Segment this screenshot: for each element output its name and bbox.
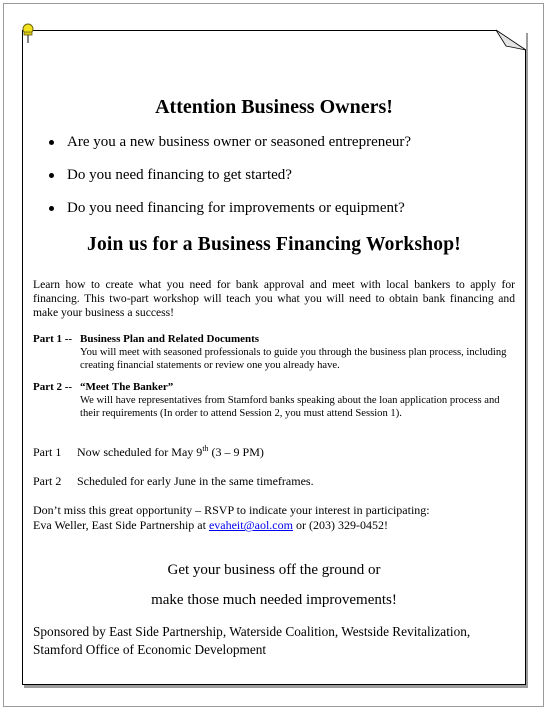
schedule-part-1-sup: th bbox=[202, 444, 209, 453]
list-item bbox=[49, 132, 411, 165]
bullet-icon bbox=[49, 173, 54, 178]
page-curl-icon bbox=[496, 30, 526, 50]
schedule-part-1-time: (3 – 9 PM) bbox=[208, 445, 264, 459]
contact-line bbox=[33, 518, 430, 533]
pushpin-icon bbox=[17, 21, 39, 45]
list-item bbox=[49, 198, 411, 231]
question-list bbox=[49, 132, 411, 231]
workshop-title: Join us for a Business Financing Workshop! bbox=[87, 234, 461, 255]
bullet-text: Do you need financing to get started? bbox=[67, 167, 292, 183]
part-2-title: “Meet The Banker” bbox=[80, 381, 174, 393]
call-to-action-line-2: make those much needed improvements! bbox=[151, 592, 397, 608]
schedule-part-1-label: Part 1 bbox=[33, 445, 62, 459]
call-to-action-line-1: Get your business off the ground or bbox=[167, 562, 381, 578]
schedule-part-2-text: Scheduled for early June in the same timeframes. bbox=[77, 474, 314, 488]
contact-suffix: or (203) 329-0452! bbox=[292, 518, 388, 532]
email-link[interactable]: evaheit@aol.com bbox=[208, 518, 293, 532]
part-2-description: We will have representatives from Stamford banks speaking about the loan application process and their requirements (In order to attend Session 2, you must attend Session 1). bbox=[80, 395, 500, 419]
schedule-part-2-label: Part 2 bbox=[33, 474, 62, 488]
sponsors-text: Sponsored by East Side Partnership, Waterside Coalition, Westside Revitalization, Stamford Office of Economic Development bbox=[33, 624, 471, 657]
rsvp-block bbox=[33, 503, 430, 533]
intro-paragraph: Learn how to create what you need for bank approval and meet with local bankers to apply for financing. This two-part workshop will teach you what you will need to obtain bank financing and make your business a success! bbox=[33, 278, 515, 319]
schedule-part-1-text: Now scheduled for May 9 bbox=[77, 445, 203, 459]
bullet-icon bbox=[49, 140, 54, 145]
schedule-part-2 bbox=[33, 474, 314, 489]
bullet-text: Are you a new business owner or seasoned entrepreneur? bbox=[67, 134, 412, 150]
part-1-title: Business Plan and Related Documents bbox=[80, 333, 260, 345]
contact-prefix: Eva Weller, East Side Partnership at bbox=[33, 518, 209, 532]
bullet-text: Do you need financing for improvements or equipment? bbox=[67, 200, 405, 216]
part-1-description: You will meet with seasoned professionals to guide you through the business plan process, including creating financial statements or review one you already have. bbox=[80, 347, 507, 371]
schedule-part-1 bbox=[33, 444, 264, 460]
list-item bbox=[49, 165, 411, 198]
bullet-icon bbox=[49, 206, 54, 211]
headline: Attention Business Owners! bbox=[155, 96, 393, 118]
part-1-label: Part 1 -- bbox=[33, 333, 73, 345]
flyer-page bbox=[22, 30, 526, 685]
part-2-label: Part 2 -- bbox=[33, 381, 73, 393]
rsvp-line: Don’t miss this great opportunity – RSVP to indicate your interest in participating: bbox=[33, 503, 430, 517]
